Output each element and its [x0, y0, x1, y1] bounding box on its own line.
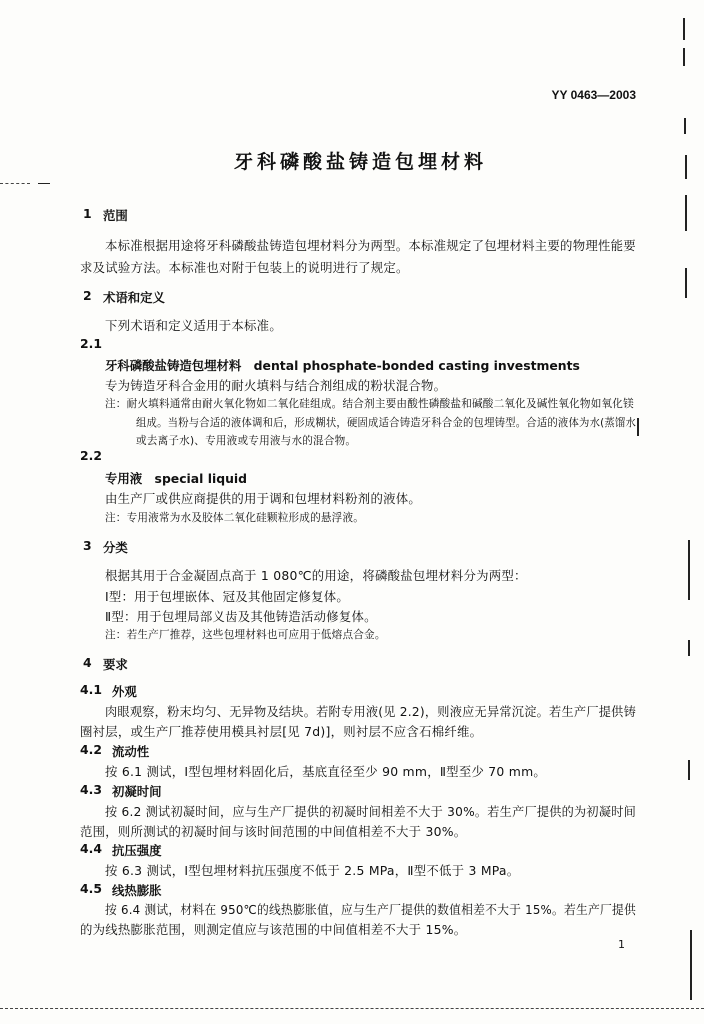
paragraph-line: 范围，则所测试的初凝时间与该时间范围的中间值相差不大于 30%。	[80, 824, 467, 839]
paragraph-line: 按 6.4 测试，材料在 950℃的线热膨胀值，应与生产厂提供的数值相差不大于 15%。若生产厂提供	[105, 902, 636, 917]
edge-mark	[688, 640, 690, 656]
clause-heading: 初凝时间	[112, 784, 162, 799]
scan-line	[38, 183, 50, 184]
edge-mark	[684, 118, 686, 134]
paragraph-line: 按 6.1 测试，Ⅰ型包埋材料固化后，基底直径至少 90 mm，Ⅱ型至少 70 mm。	[105, 764, 547, 779]
section-number: 4	[83, 655, 92, 670]
page-number: 1	[618, 938, 626, 951]
type-item: Ⅰ型：用于包埋嵌体、冠及其他固定修复体。	[105, 589, 350, 604]
clause-number: 4.1	[80, 682, 102, 697]
edge-mark	[683, 18, 685, 40]
clause-number: 4.4	[80, 841, 102, 856]
term-heading: 专用液 special liquid	[105, 471, 248, 486]
clause-number: 4.3	[80, 782, 102, 797]
edge-mark	[685, 268, 687, 298]
edge-mark	[637, 418, 639, 436]
definition: 专为铸造牙科合金用的耐火填料与结合剂组成的粉状混合物。	[105, 378, 447, 393]
clause-heading: 外观	[112, 684, 137, 699]
definition: 由生产厂或供应商提供的用于调和包埋材料粉剂的液体。	[105, 491, 422, 506]
paragraph-line: 根据其用于合金凝固点高于 1 080℃的用途，将磷酸盐包埋材料分为两型：	[105, 568, 527, 583]
section-heading: 范围	[103, 208, 128, 223]
paragraph-line: 按 6.3 测试，Ⅰ型包埋材料抗压强度不低于 2.5 MPa，Ⅱ型不低于 3 MPa。	[105, 863, 520, 878]
paragraph-line: 的为线热膨胀范围，则测定值应与该范围的中间值相差不大于 15%。	[80, 922, 467, 937]
clause-heading: 抗压强度	[112, 843, 162, 858]
scan-line	[0, 1008, 704, 1009]
paragraph-line: 圈衬层，或生产厂推荐使用模具衬层[见 7d)]，则衬层不应含石棉纤维。	[80, 724, 483, 739]
note-line: 注：专用液常为水及胶体二氧化硅颗粒形成的悬浮液。	[105, 512, 365, 524]
clause-number: 4.2	[80, 742, 102, 757]
section-number: 3	[83, 538, 92, 553]
document-title: 牙科磷酸盐铸造包埋材料	[234, 151, 488, 173]
note-line: 注：若生产厂推荐，这些包埋材料也可应用于低熔点合金。	[105, 629, 386, 641]
section-heading: 分类	[103, 540, 128, 555]
edge-mark	[685, 195, 687, 231]
section-number: 2	[83, 288, 92, 303]
edge-mark	[683, 48, 685, 66]
paragraph-line: 按 6.2 测试初凝时间，应与生产厂提供的初凝时间相差不大于 30%。若生产厂提供的为初凝时间	[105, 804, 636, 819]
edge-mark	[688, 540, 690, 600]
paragraph-line: 下列术语和定义适用于本标准。	[105, 318, 282, 333]
edge-mark	[690, 930, 692, 1000]
note-line: 组成。当粉与合适的液体调和后，形成糊状，硬固成适合铸造牙科合金的包埋铸型。合适的液体为水(蒸馏水	[136, 417, 636, 429]
paragraph-line: 肉眼观察，粉末均匀、无异物及结块。若附专用液(见 2.2)，则液应无异常沉淀。若生产厂提供铸	[105, 704, 636, 719]
clause-number: 2.1	[80, 336, 102, 351]
edge-mark	[685, 155, 687, 179]
note-line: 注：耐火填料通常由耐火氧化物如二氧化硅组成。结合剂主要由酸性磷酸盐和碱酸二氧化及碱性氧化物如氧化镁	[105, 398, 634, 410]
standard-number: YY 0463—2003	[551, 88, 636, 102]
term-heading: 牙科磷酸盐铸造包埋材料 dental phosphate-bonded casting investments	[105, 358, 580, 373]
clause-number: 2.2	[80, 448, 102, 463]
clause-heading: 线热膨胀	[112, 883, 162, 898]
edge-mark	[688, 760, 690, 780]
clause-number: 4.5	[80, 881, 102, 896]
scan-line	[0, 183, 30, 184]
paragraph-line: 求及试验方法。本标准也对附于包装上的说明进行了规定。	[80, 260, 409, 275]
clause-heading: 流动性	[112, 744, 150, 759]
note-line: 或去离子水)、专用液或专用液与水的混合物。	[136, 435, 357, 447]
paragraph-line: 本标准根据用途将牙科磷酸盐铸造包埋材料分为两型。本标准规定了包埋材料主要的物理性能要	[105, 238, 636, 253]
type-item: Ⅱ型：用于包埋局部义齿及其他铸造活动修复体。	[105, 609, 377, 624]
section-heading: 要求	[103, 657, 128, 672]
section-number: 1	[83, 206, 92, 221]
section-heading: 术语和定义	[103, 290, 165, 305]
